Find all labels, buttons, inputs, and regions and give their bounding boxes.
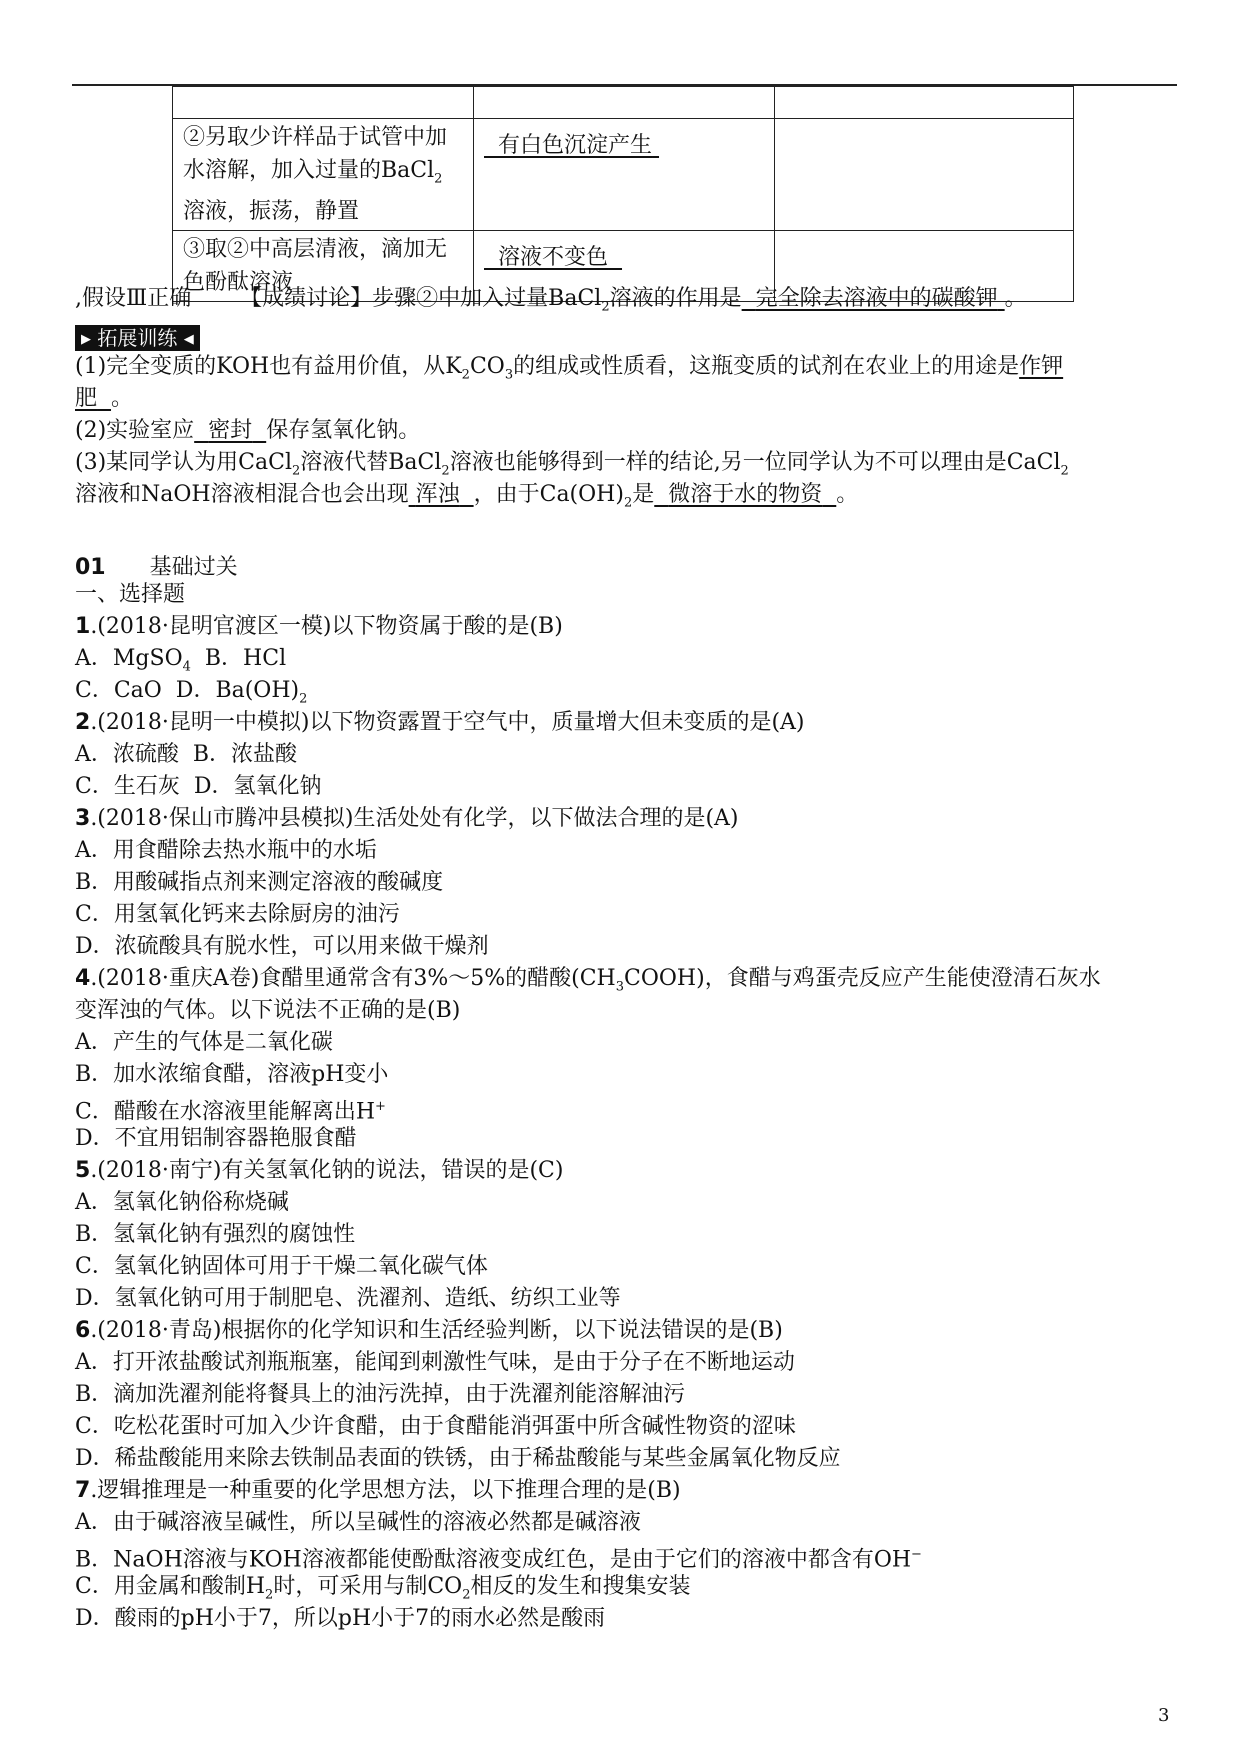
option: D．稀盐酸能用来除去铁制品表面的铁锈，由于稀盐酸能与某些金属氧化物反应 xyxy=(75,1446,841,1471)
extension-q3-cont: 溶液和NaOH溶液相混合也会出现 浑浊 ，由于$Ca(OH)_2$是 微溶于水的物资 。 xyxy=(75,482,859,511)
option: B．氢氧化钠有强烈的腐蚀性 xyxy=(75,1222,356,1247)
option: A．打开浓盐酸试剂瓶瓶塞，能闻到刺激性气味，是由于分子在不断地运动 xyxy=(75,1350,795,1375)
option: C．氢氧化钠固体可用于干燥二氧化碳气体 xyxy=(75,1254,488,1279)
question-4-cont: 变浑浊的气体。以下说法不正确的是(B) xyxy=(75,998,461,1023)
table-row xyxy=(173,119,1074,231)
question-1: 1.(2018·昆明官渡区一模)以下物资属于酸的是(B) xyxy=(75,614,563,639)
option: C．吃松花蛋时可加入少许食醋，由于食醋能消弭蛋中所含碱性物资的涩味 xyxy=(75,1414,796,1439)
option: D．浓硫酸具有脱水性，可以用来做干燥剂 xyxy=(75,934,489,959)
conclusion-cell xyxy=(775,119,1074,231)
discussion-line: ,假设Ⅲ正确 【成绩讨论】步骤②中加入过量BaCl$_2$溶液的作用是 完全除去溶液中的碳酸钾 。 xyxy=(75,286,1027,315)
experiment-table xyxy=(172,86,1074,302)
question-2: 2.(2018·昆明一中模拟)以下物资露置于空气中，质量增大但未变质的是(A) xyxy=(75,710,805,735)
option: D．酸雨的pH小于7，所以pH小于7的雨水必然是酸雨 xyxy=(75,1606,606,1631)
option: D．不宜用铝制容器艳服食醋 xyxy=(75,1126,357,1151)
phenomenon-cell: 有白色沉淀产生 xyxy=(474,119,775,231)
question-2-options: A．浓硫酸 B．浓盐酸 xyxy=(75,742,298,767)
table-row xyxy=(173,87,1074,119)
question-2-options: C．生石灰 D．氢氧化钠 xyxy=(75,774,322,799)
option: B．加水浓缩食醋，溶液pH变小 xyxy=(75,1062,389,1087)
option: B．NaOH溶液与KOH溶液都能使酚酞溶液变成红色，是由于它们的溶液中都含有OH− xyxy=(75,1547,922,1573)
question-5: 5.(2018·南宁)有关氢氧化钠的说法，错误的是(C) xyxy=(75,1158,564,1183)
section-heading: 01 基础过关 xyxy=(75,555,238,580)
option: A．用食醋除去热水瓶中的水垢 xyxy=(75,838,377,863)
triangle-right-icon: ▶ xyxy=(81,332,91,347)
option: C．用金属和酸制$H_2$时，可采用与制$CO_2$相反的发生和搜集安装 xyxy=(75,1574,691,1603)
extension-badge: ▶ 拓展训练 ◀ xyxy=(75,325,200,351)
question-3: 3.(2018·保山市腾冲县模拟)生活处处有化学，以下做法合理的是(A) xyxy=(75,806,739,831)
question-7: 7.逻辑推理是一种重要的化学思想方法，以下推理合理的是(B) xyxy=(75,1478,681,1503)
option: C．醋酸在水溶液里能解离出H+ xyxy=(75,1099,386,1125)
option: B．用酸碱指点剂来测定溶液的酸碱度 xyxy=(75,870,444,895)
page-number: 3 xyxy=(1158,1705,1170,1726)
question-4: 4.(2018·重庆A卷)食醋里通常含有3%～5%的醋酸$(CH_3COOH)$，食醋与鸡蛋壳反应产生能使澄清石灰水 xyxy=(75,966,1101,995)
question-1-options: A．MgSO$_4$ B．HCl xyxy=(75,646,287,675)
section-subtitle: 一、选择题 xyxy=(75,582,186,607)
extension-q1-cont: 肥 。 xyxy=(75,386,134,411)
option: A．产生的气体是二氧化碳 xyxy=(75,1030,333,1055)
question-1-options: C．CaO D．$Ba(OH)_2$ xyxy=(75,678,308,707)
option: C．用氢氧化钙来去除厨房的油污 xyxy=(75,902,400,927)
question-6: 6.(2018·青岛)根据你的化学知识和生活经验判断，以下说法错误的是(B) xyxy=(75,1318,783,1343)
extension-q2: (2)实验室应 密封 保存氢氧化钠。 xyxy=(75,418,421,443)
option: A．氢氧化钠俗称烧碱 xyxy=(75,1190,289,1215)
extension-q1: (1)完全变质的KOH也有益用价值，从$K_2CO_3$的组成或性质看，这瓶变质的试剂在农业上的用途是作钾 xyxy=(75,354,1064,383)
step-cell: ②另取少许样品于试管中加水溶解，加入过量的BaCl$_2$溶液，振荡，静置 xyxy=(173,119,474,231)
phenomenon-cell: 溶液不变色 xyxy=(474,231,775,302)
option: D．氢氧化钠可用于制肥皂、洗濯剂、造纸、纺织工业等 xyxy=(75,1286,621,1311)
extension-q3: (3)某同学认为用CaCl$_2$溶液代替BaCl$_2$溶液也能够得到一样的结论,另一位同学认为不可以理由是CaCl$_2$ xyxy=(75,450,1069,479)
triangle-left-icon: ◀ xyxy=(183,332,194,347)
step-cell: ③取②中高层清液，滴加无色酚酞溶液 xyxy=(173,231,474,302)
option: B．滴加洗濯剂能将餐具上的油污洗掉，由于洗濯剂能溶解油污 xyxy=(75,1382,686,1407)
option: A．由于碱溶液呈碱性，所以呈碱性的溶液必然都是碱溶液 xyxy=(75,1510,641,1535)
